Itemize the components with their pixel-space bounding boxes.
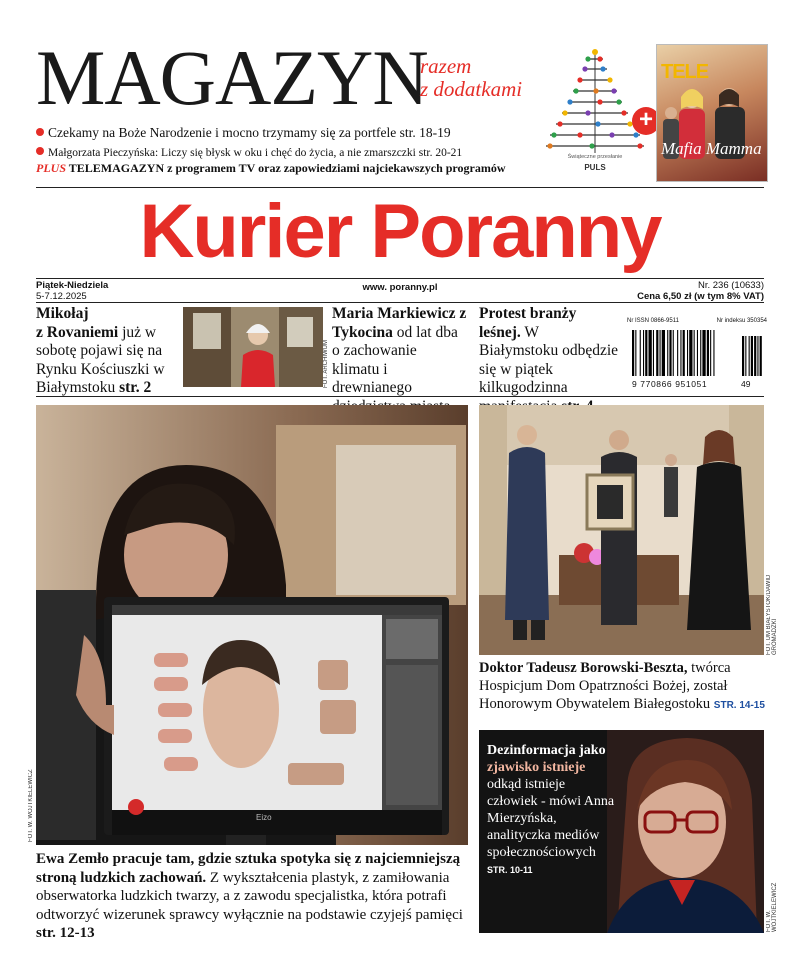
- photo-credit: FOT. W. WOJTKIELEWICZ: [766, 882, 778, 932]
- barcode-bar: [680, 330, 681, 376]
- barcode-bar: [640, 330, 641, 376]
- magazine-teaser-1[interactable]: Czekamy na Boże Narodzenie i mocno trzymamy się za portfele str. 18-19: [36, 125, 451, 141]
- barcode-bar: [677, 330, 678, 376]
- barcode-addon-bar: [751, 336, 753, 376]
- disinformation-story-box[interactable]: [479, 730, 764, 933]
- barcode-bar: [653, 330, 654, 376]
- barcode-addon-bar: [757, 336, 758, 376]
- barcode-addon: 49: [741, 379, 751, 389]
- award-ceremony-photo[interactable]: [479, 405, 764, 655]
- barcode-bar: [697, 330, 698, 376]
- barcode-bar: [702, 330, 705, 376]
- barcode-bar: [689, 330, 692, 376]
- cover-people-graphic: [657, 79, 767, 181]
- magazine-subtitle-line1: razem: [420, 54, 472, 78]
- plus-icon: +: [632, 107, 660, 135]
- barcode-bar: [673, 330, 674, 376]
- award-story-caption[interactable]: Doktor Tadeusz Borowski-Beszta, twórca Hospicjum Dom Opatrzności Bożej, został Honorowym Obywatelem Białegostoku STR. 14-15: [479, 660, 765, 712]
- issue-info: Nr. 236 (10633) Cena 6,50 zł (w tym 8% VAT): [637, 280, 764, 302]
- barcode-bar: [643, 330, 644, 376]
- main-story-photo[interactable]: [36, 405, 468, 845]
- photo-credit: FOT. ARCHIWUM: [323, 340, 329, 388]
- barcode-bar: [660, 330, 661, 376]
- barcode-bar: [667, 330, 668, 376]
- website-link[interactable]: www. poranny.pl: [362, 282, 438, 293]
- barcode-bar: [710, 330, 711, 376]
- barcode-bar: [687, 330, 688, 376]
- barcode-addon-bar: [742, 336, 744, 376]
- barcode-addon-bar: [760, 336, 762, 376]
- barcode-meta: Nr ISSN 0866-9511 Nr indeksu 350354: [627, 318, 767, 324]
- main-story-caption[interactable]: Ewa Zemło pracuje tam, gdzie sztuka spotyka się z najciemniejszą stroną ludzkich zachowań. Z wykształcenia plastyk, z zamiłowania obserwatorka ludzkich twarzy, a z zawodu specjalistka, która potrafi odtworzyć wizerunek sprawcy wyłącznie na podstawie czyjejś pamięci str. 12-13: [36, 851, 463, 941]
- magazine-subtitle-line2: z dodatkami: [420, 77, 523, 101]
- barcode-bar: [694, 330, 695, 376]
- bullet-icon: [36, 147, 44, 155]
- barcode: [632, 330, 764, 378]
- telemagazyn-teaser[interactable]: PLUS TELEMAGAZYN z programem TV oraz zapowiedziami najciekawszych programów: [36, 161, 506, 175]
- barcode-bar: [632, 330, 634, 376]
- barcode-addon-bar: [749, 336, 750, 376]
- barcode-bar: [662, 330, 665, 376]
- cover-title: TELE: [661, 61, 709, 83]
- telemagazyn-cover[interactable]: [656, 44, 768, 182]
- teaser-protest[interactable]: Protest branży leśnej. W Białymstoku odbędzie się w piątek kilkugodzinna: [479, 305, 619, 396]
- barcode-bar: [669, 330, 671, 376]
- divider: [36, 278, 764, 279]
- newspaper-masthead: Kurier Poranny: [139, 189, 661, 274]
- issue-dates: Piątek-Niedziela 5-7.12.2025: [36, 280, 109, 302]
- disinformation-caption: Dezinformacja jako zjawisko istnieje odkąd istnieje człowiek - mówi Anna Mierzyńska, analityczka mediów społecznościowych STR. 10-11: [487, 743, 615, 875]
- divider: [36, 187, 764, 188]
- photo-credit: FOT. W. WOJTKIELEWICZ: [28, 769, 34, 842]
- barcode-bar: [683, 330, 685, 376]
- barcode-addon-bar: [754, 336, 756, 376]
- divider: [36, 396, 764, 397]
- barcode-bar: [707, 330, 709, 376]
- barcode-bar: [656, 330, 658, 376]
- barcode-bar: [645, 330, 647, 376]
- cover-subtitle: Mafia Mamma: [661, 139, 762, 158]
- divider: [36, 302, 764, 303]
- teaser-tykocin[interactable]: Maria Markiewicz z Tykocina od lat dba o zachowanie klimatu i drewnianego: [332, 305, 467, 396]
- teaser-santa[interactable]: Mikołaj z Rovaniemi już w sobotę pojawi się na Rynku Kościuszki w Białymstoku str. 2: [36, 305, 165, 396]
- puls-logo: PULS: [584, 163, 606, 172]
- magazine-title: MAGAZYN: [36, 34, 428, 121]
- barcode-bar: [649, 330, 652, 376]
- barcode-digits: 9 770866 951051: [632, 379, 708, 389]
- photo-credit: FOT. UM BIAŁYSTOK/DAWID GROMADZKI: [766, 574, 778, 655]
- barcode-bar: [700, 330, 701, 376]
- tree-caption: Świąteczne przesłanie: [567, 154, 623, 160]
- barcode-bar: [713, 330, 714, 376]
- monitor-brand: Eizo: [256, 813, 272, 822]
- magazine-teaser-2[interactable]: Małgorzata Pieczyńska: Liczy się błysk w oku i chęć do życia, a nie zmarszczki str. 20-21: [36, 145, 462, 161]
- magazine-subtitle: [420, 55, 540, 101]
- christmas-tree-graphic: [540, 45, 650, 175]
- bullet-icon: [36, 128, 44, 136]
- maria-markiewicz-photo[interactable]: [183, 307, 323, 387]
- barcode-bar: [635, 330, 636, 376]
- barcode-addon-bar: [745, 336, 746, 376]
